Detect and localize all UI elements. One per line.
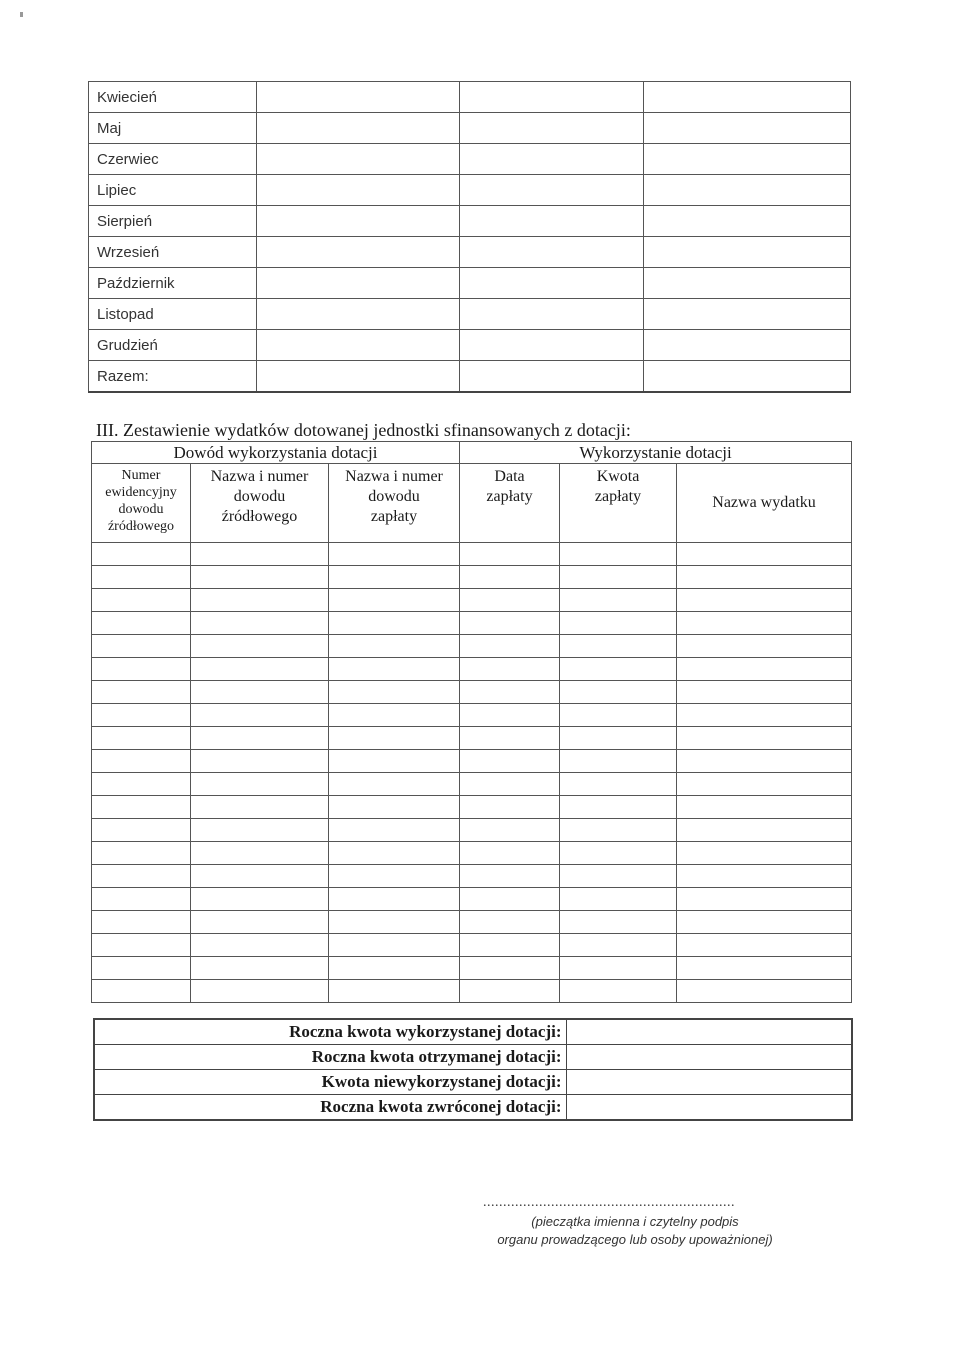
table-row (89, 175, 851, 206)
table-cell[interactable] (560, 980, 677, 1003)
table-cell[interactable] (677, 658, 852, 681)
table-cell[interactable] (644, 175, 851, 206)
summary-label: Roczna kwota zwróconej dotacji: (94, 1095, 566, 1121)
table-cell[interactable] (560, 589, 677, 612)
table-cell[interactable] (329, 911, 460, 934)
table-row (92, 865, 852, 888)
table-cell[interactable] (677, 934, 852, 957)
table-cell[interactable] (460, 750, 560, 773)
table-cell[interactable] (560, 957, 677, 980)
table-cell[interactable] (191, 612, 329, 635)
month-label: Wrzesień (89, 237, 257, 268)
table-cell[interactable] (560, 865, 677, 888)
table-cell[interactable] (560, 773, 677, 796)
table-cell[interactable] (191, 727, 329, 750)
table-cell[interactable] (329, 543, 460, 566)
table-row (92, 819, 852, 842)
table-cell[interactable] (644, 268, 851, 299)
table-cell[interactable] (460, 330, 644, 361)
table-cell[interactable] (460, 865, 560, 888)
table-cell[interactable] (460, 175, 644, 206)
table-row (89, 82, 851, 113)
signature-caption-line: organu prowadzącego lub osoby upoważnionej) (497, 1232, 773, 1247)
table-cell[interactable] (460, 773, 560, 796)
column-header (329, 464, 460, 543)
table-cell[interactable] (677, 957, 852, 980)
table-cell[interactable] (460, 268, 644, 299)
table-cell[interactable] (92, 980, 191, 1003)
table-cell[interactable] (329, 704, 460, 727)
table-cell[interactable] (677, 911, 852, 934)
table-cell[interactable] (257, 206, 460, 237)
table-cell[interactable] (329, 727, 460, 750)
table-cell[interactable] (460, 796, 560, 819)
table-row (92, 796, 852, 819)
table-cell[interactable] (92, 957, 191, 980)
table-cell[interactable] (644, 113, 851, 144)
table-row (89, 330, 851, 361)
table-cell[interactable] (460, 543, 560, 566)
table-cell[interactable] (92, 865, 191, 888)
table-cell[interactable] (460, 819, 560, 842)
table-cell[interactable] (560, 658, 677, 681)
table-cell[interactable] (257, 113, 460, 144)
table-cell[interactable] (191, 934, 329, 957)
table-row (92, 842, 852, 865)
table-cell[interactable] (560, 934, 677, 957)
table-cell[interactable] (644, 206, 851, 237)
table-cell[interactable] (460, 957, 560, 980)
expense-table (91, 441, 852, 1003)
signature-caption (470, 1213, 800, 1249)
table-cell[interactable] (191, 980, 329, 1003)
table-row (92, 543, 852, 566)
table-cell[interactable] (329, 934, 460, 957)
table-row (89, 206, 851, 237)
table-cell[interactable] (460, 911, 560, 934)
table-cell[interactable] (644, 237, 851, 268)
summary-table (93, 1018, 853, 1121)
table-cell[interactable] (677, 865, 852, 888)
table-cell[interactable] (329, 681, 460, 704)
table-row (92, 727, 852, 750)
table-cell[interactable] (191, 589, 329, 612)
table-cell[interactable] (329, 865, 460, 888)
table-cell[interactable] (191, 773, 329, 796)
table-row (92, 750, 852, 773)
table-cell[interactable] (560, 888, 677, 911)
table-cell[interactable] (560, 681, 677, 704)
table-cell[interactable] (92, 727, 191, 750)
table-row (92, 658, 852, 681)
table-row (92, 957, 852, 980)
table-cell[interactable] (460, 82, 644, 113)
table-cell[interactable] (677, 566, 852, 589)
table-cell[interactable] (191, 842, 329, 865)
table-cell[interactable] (644, 82, 851, 113)
table-cell[interactable] (644, 299, 851, 330)
table-cell[interactable] (191, 681, 329, 704)
table-cell[interactable] (677, 796, 852, 819)
table-cell[interactable] (460, 681, 560, 704)
summary-value-cell[interactable] (566, 1095, 852, 1121)
table-cell[interactable] (677, 888, 852, 911)
header-line: ewidencyjny (105, 485, 177, 500)
table-cell[interactable] (460, 206, 644, 237)
table-cell[interactable] (257, 175, 460, 206)
table-cell[interactable] (257, 330, 460, 361)
table-cell[interactable] (92, 589, 191, 612)
table-cell[interactable] (257, 237, 460, 268)
column-header (560, 464, 677, 543)
table-cell[interactable] (460, 727, 560, 750)
header-line: dowodu (368, 488, 420, 505)
table-cell[interactable] (677, 980, 852, 1003)
table-cell[interactable] (191, 911, 329, 934)
table-cell[interactable] (677, 543, 852, 566)
table-row (92, 566, 852, 589)
table-cell[interactable] (92, 658, 191, 681)
table-cell[interactable] (677, 773, 852, 796)
table-row (94, 1045, 852, 1070)
header-line: Nazwa wydatku (712, 494, 816, 511)
table-cell[interactable] (560, 911, 677, 934)
table-row (92, 681, 852, 704)
table-cell[interactable] (460, 566, 560, 589)
table-cell[interactable] (191, 819, 329, 842)
table-row (89, 268, 851, 299)
table-cell[interactable] (191, 957, 329, 980)
group-header-left: Dowód wykorzystania dotacji (92, 442, 460, 464)
table-cell[interactable] (329, 658, 460, 681)
table-cell[interactable] (560, 612, 677, 635)
table-cell[interactable] (329, 980, 460, 1003)
table-cell[interactable] (560, 750, 677, 773)
table-cell[interactable] (329, 888, 460, 911)
table-cell[interactable] (92, 819, 191, 842)
table-cell[interactable] (191, 635, 329, 658)
table-cell[interactable] (329, 957, 460, 980)
table-cell[interactable] (191, 566, 329, 589)
month-label: Grudzień (89, 330, 257, 361)
table-row (92, 612, 852, 635)
table-row (89, 113, 851, 144)
table-cell[interactable] (329, 842, 460, 865)
table-cell[interactable] (677, 704, 852, 727)
table-cell[interactable] (677, 612, 852, 635)
table-cell[interactable] (460, 361, 644, 393)
column-header (92, 464, 191, 543)
table-cell[interactable] (560, 635, 677, 658)
table-row (92, 635, 852, 658)
table-row (94, 1019, 852, 1045)
table-cell[interactable] (257, 144, 460, 175)
header-line: Nazwa i numer (210, 468, 309, 485)
table-row (89, 237, 851, 268)
table-row (92, 934, 852, 957)
table-cell[interactable] (257, 82, 460, 113)
month-label: Maj (89, 113, 257, 144)
table-cell[interactable] (329, 635, 460, 658)
table-cell[interactable] (560, 543, 677, 566)
table-cell[interactable] (560, 727, 677, 750)
table-cell[interactable] (460, 299, 644, 330)
table-cell[interactable] (560, 842, 677, 865)
section-title: III. Zestawienie wydatków dotowanej jednostki sfinansowanych z dotacji: (96, 420, 631, 440)
table-cell[interactable] (677, 681, 852, 704)
signature-line: ............................................................... (483, 1195, 735, 1210)
column-header (191, 464, 329, 543)
table-row (92, 773, 852, 796)
table-row (94, 1070, 852, 1095)
column-header (677, 464, 852, 543)
table-cell[interactable] (644, 330, 851, 361)
header-line: Data (494, 468, 525, 485)
table-cell[interactable] (257, 361, 460, 393)
table-cell[interactable] (677, 727, 852, 750)
table-cell[interactable] (560, 819, 677, 842)
table-cell[interactable] (92, 934, 191, 957)
table-row (92, 704, 852, 727)
group-header-right: Wykorzystanie dotacji (460, 442, 852, 464)
table-cell[interactable] (677, 589, 852, 612)
table-cell[interactable] (677, 635, 852, 658)
table-row (92, 980, 852, 1003)
table-cell[interactable] (329, 566, 460, 589)
table-cell[interactable] (92, 704, 191, 727)
month-label: Czerwiec (89, 144, 257, 175)
column-header (460, 464, 560, 543)
month-label: Kwiecień (89, 82, 257, 113)
table-cell[interactable] (92, 543, 191, 566)
summary-value-cell[interactable] (566, 1070, 852, 1095)
total-label: Razem: (89, 361, 257, 393)
header-line: Kwota (596, 468, 640, 485)
scan-mark (20, 12, 23, 17)
month-label: Lipiec (89, 175, 257, 206)
table-cell[interactable] (677, 750, 852, 773)
month-label: Sierpień (89, 206, 257, 237)
summary-label: Roczna kwota otrzymanej dotacji: (94, 1045, 566, 1070)
table-row (92, 911, 852, 934)
monthly-table (88, 81, 851, 393)
header-line: źródłowego (107, 519, 175, 534)
table-cell[interactable] (92, 796, 191, 819)
header-line: Nazwa i numer (345, 468, 443, 485)
table-cell[interactable] (644, 361, 851, 393)
table-cell[interactable] (329, 750, 460, 773)
table-cell[interactable] (92, 750, 191, 773)
table-cell[interactable] (92, 612, 191, 635)
table-cell[interactable] (560, 566, 677, 589)
table-cell[interactable] (92, 842, 191, 865)
table-cell[interactable] (191, 658, 329, 681)
header-line: dowodu (233, 488, 286, 505)
table-row (89, 144, 851, 175)
table-row (92, 589, 852, 612)
table-cell[interactable] (677, 819, 852, 842)
summary-value-cell[interactable] (566, 1045, 852, 1070)
table-cell[interactable] (329, 819, 460, 842)
table-cell[interactable] (191, 796, 329, 819)
table-cell[interactable] (329, 773, 460, 796)
table-cell[interactable] (329, 589, 460, 612)
month-label: Listopad (89, 299, 257, 330)
table-cell[interactable] (92, 635, 191, 658)
header-line: zapłaty (594, 488, 642, 505)
table-cell[interactable] (644, 144, 851, 175)
table-cell[interactable] (460, 704, 560, 727)
table-cell[interactable] (191, 888, 329, 911)
table-cell[interactable] (460, 842, 560, 865)
table-cell[interactable] (92, 911, 191, 934)
summary-value-cell[interactable] (566, 1019, 852, 1045)
table-cell[interactable] (460, 113, 644, 144)
table-cell[interactable] (257, 299, 460, 330)
table-cell[interactable] (257, 268, 460, 299)
total-row (89, 361, 851, 393)
table-cell[interactable] (460, 589, 560, 612)
signature-caption-line: (pieczątka imienna i czytelny podpis (531, 1214, 739, 1229)
table-cell[interactable] (460, 934, 560, 957)
table-cell[interactable] (191, 750, 329, 773)
table-row (89, 299, 851, 330)
table-cell[interactable] (92, 888, 191, 911)
table-cell[interactable] (560, 796, 677, 819)
table-cell[interactable] (191, 865, 329, 888)
table-cell[interactable] (460, 635, 560, 658)
table-cell[interactable] (191, 704, 329, 727)
table-cell[interactable] (460, 237, 644, 268)
table-cell[interactable] (329, 612, 460, 635)
table-cell[interactable] (677, 842, 852, 865)
header-line: zapłaty (370, 508, 418, 525)
header-line: dowodu (118, 502, 164, 517)
table-cell[interactable] (191, 543, 329, 566)
table-cell[interactable] (92, 773, 191, 796)
table-cell[interactable] (92, 566, 191, 589)
table-cell[interactable] (560, 704, 677, 727)
table-cell[interactable] (460, 888, 560, 911)
summary-label: Kwota niewykorzystanej dotacji: (94, 1070, 566, 1095)
table-row (94, 1095, 852, 1121)
summary-label: Roczna kwota wykorzystanej dotacji: (94, 1019, 566, 1045)
table-cell[interactable] (460, 658, 560, 681)
header-line: Numer (121, 468, 161, 483)
header-line: zapłaty (486, 488, 533, 505)
table-cell[interactable] (460, 612, 560, 635)
table-cell[interactable] (460, 980, 560, 1003)
table-cell[interactable] (460, 144, 644, 175)
table-cell[interactable] (329, 796, 460, 819)
table-row (92, 888, 852, 911)
header-line: źródłowego (221, 508, 298, 525)
table-cell[interactable] (92, 681, 191, 704)
month-label: Październik (89, 268, 257, 299)
